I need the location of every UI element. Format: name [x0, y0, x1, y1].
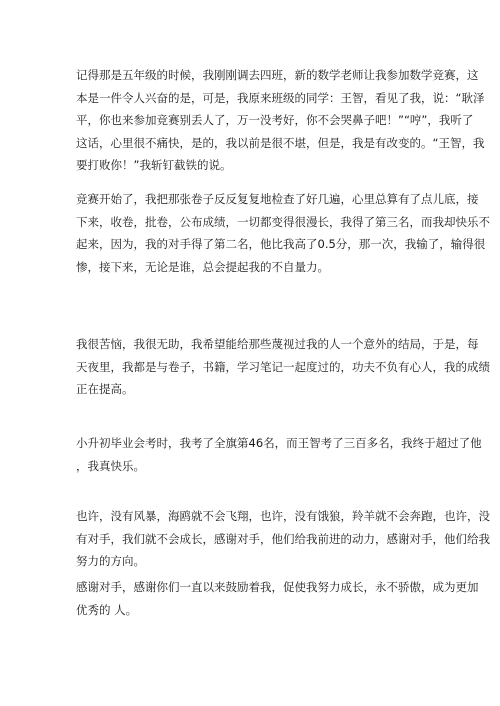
paragraph-line: 本是一件令人兴奋的是，可是，我原来班级的同学：王智，看见了我，说：“耿泽 [76, 90, 485, 105]
paragraph-line: 要打败你！”我斩钉截铁的说。 [76, 158, 232, 172]
paragraph-line: 下来，收卷，批卷，公布成绩，一切都变得很漫长，我得了第三名，而我却快乐不 [76, 214, 490, 229]
paragraph-line: 小升初毕业会考时，我考了全旗第46名，而王智考了三百多名，我终于超过了他 [76, 436, 482, 450]
paragraph-4 [76, 432, 482, 477]
paragraph-line: 感谢对手，感谢你们一直以来鼓励着我，促使我努力成长，永不骄傲，成为更加 [76, 580, 479, 594]
paragraph-line: ，我真快乐。 [76, 458, 145, 473]
paragraph-line: 我很苦恼，我很无助，我希望能给那些蔑视过我的人一个意外的结局，于是，每 [76, 337, 479, 351]
paragraph-line: 努力的方向。 [76, 554, 145, 568]
paragraph-line: 惨，接下来，无论是谁，总会提起我的不自量力。 [76, 259, 329, 274]
paragraph-line: 起来，因为，我的对手得了第二名，他比我高了0.5分，那一次，我输了，输得很 [76, 237, 486, 251]
paragraph-line: 优秀的 人。 [76, 602, 138, 617]
paragraph-line: 也许，没有风暴，海鸥就不会飞翔，也许，没有饿狼，羚羊就不会奔跑，也许，没 [76, 509, 490, 523]
paragraph-line: 天夜里，我都是与卷子，书籍，学习笔记一起度过的，功夫不负有心人，我的成绩 [76, 359, 490, 374]
paragraph-2 [76, 188, 490, 278]
paragraph-line: 正在提高。 [76, 382, 134, 396]
paragraph-1 [76, 64, 485, 177]
paragraph-line: 这话，心里很不痛快，是的，我以前是很不堪，但是，我是有改变的。“王智，我 [76, 135, 485, 150]
paragraph-line: 平，你也来参加竞赛别丢人了，万一没考好，你不会哭鼻子吧！”“哼”，我听了 [76, 113, 474, 127]
paragraph-3 [76, 333, 490, 401]
paragraph-line: 记得那是五年级的时候，我刚刚调去四班，新的数学老师让我参加数学竞赛，这 [76, 68, 479, 82]
paragraph-line: 有对手，我们就不会成长，感谢对手，他们给我前进的动力，感谢对手，他们给我 [76, 531, 490, 546]
paragraph-5 [76, 505, 490, 573]
paragraph-6 [76, 576, 479, 621]
paragraph-line: 竞赛开始了，我把那张卷子反反复复地检查了好几遍，心里总算有了点儿底，接 [76, 192, 479, 206]
